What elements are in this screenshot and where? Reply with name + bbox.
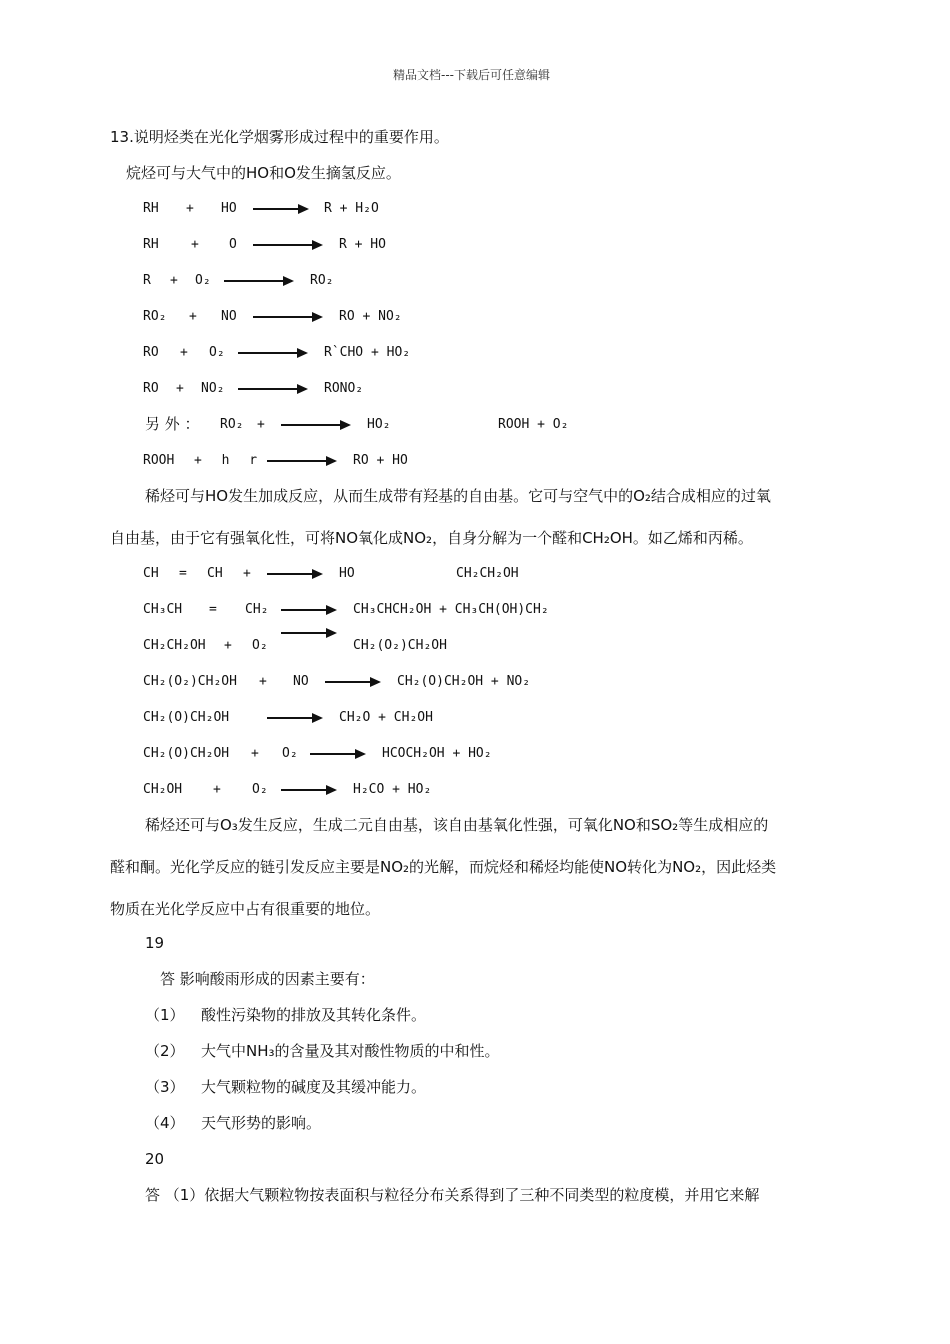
list-number: （3） [145, 1078, 185, 1096]
reaction-arrow [253, 208, 307, 210]
text-line: 稀烃可与HO发生加成反应，从而生成带有羟基的自由基。它可与空气中的O₂结合成相应的过氧 [145, 487, 771, 505]
label-additionally: 另 外 ： [145, 415, 200, 433]
product: RO + HO [353, 453, 408, 468]
plus-sign: + [191, 237, 199, 252]
list-number: （2） [145, 1042, 185, 1060]
plus-sign: + [243, 566, 251, 581]
product: RONO₂ [324, 381, 364, 396]
equals-sign: = [209, 602, 217, 617]
reactant: CH₃CH [143, 602, 183, 617]
reactant: R [143, 273, 151, 288]
product: CH₃CHCH₂OH + CH₃CH(OH)CH₂ [353, 602, 549, 617]
product: CH₂(O)CH₂OH + NO₂ [397, 674, 531, 689]
reactant: CH₂(O₂)CH₂OH [143, 674, 237, 689]
equals-sign: = [179, 566, 187, 581]
reactant: RH [143, 201, 159, 216]
reactant: RO [143, 381, 159, 396]
question-13-title: 13.说明烃类在光化学烟雾形成过程中的重要作用。 [110, 128, 449, 146]
reactant: RO [143, 345, 159, 360]
plus-sign: + [257, 417, 265, 432]
reaction-arrow [267, 460, 335, 462]
plus-sign: + [186, 201, 194, 216]
plus-sign: + [189, 309, 197, 324]
product: HO [339, 566, 355, 581]
text-line: 物质在光化学反应中占有很重要的地位。 [110, 900, 381, 918]
product: CH₂CH₂OH [456, 566, 519, 581]
text-line: 醛和酮。光化学反应的链引发反应主要是NO₂的光解，而烷烃和稀烃均能使NO转化为NO₂，因此烃类 [110, 858, 777, 876]
reaction-arrow [325, 681, 379, 683]
reactant: O₂ [209, 345, 225, 360]
question-20-answer: 答 （1）依据大气颗粒物按表面积与粒径分布关系得到了三种不同类型的粒度模，并用它来解 [145, 1186, 760, 1204]
reactant: O₂ [282, 746, 298, 761]
reactant: HO [221, 201, 237, 216]
reactant: CH [143, 566, 159, 581]
plus-sign: + [180, 345, 188, 360]
reaction-arrow [253, 316, 321, 318]
product: CH₂(O₂)CH₂OH [353, 638, 447, 653]
list-number: （1） [145, 1006, 185, 1024]
reactant: CH₂(O)CH₂OH [143, 746, 230, 761]
plus-sign: + [170, 273, 178, 288]
plus-sign: + [224, 638, 232, 653]
reactant: RH [143, 237, 159, 252]
reactant: ROOH [143, 453, 175, 468]
reactant: O [229, 237, 237, 252]
product: RO + NO₂ [339, 309, 402, 324]
product: R`CHO + HO₂ [324, 345, 411, 360]
product: R + HO [339, 237, 386, 252]
product: RO₂ [310, 273, 334, 288]
plus-sign: + [259, 674, 267, 689]
reaction-arrow [238, 388, 306, 390]
reactant: CH₂ [245, 602, 269, 617]
page-header: 精品文档---下载后可任意编辑 [393, 68, 550, 82]
plus-sign: + [251, 746, 259, 761]
reaction-arrow [253, 244, 321, 246]
reaction-arrow [224, 280, 292, 282]
reactant: CH₂CH₂OH [143, 638, 206, 653]
list-text: 酸性污染物的排放及其转化条件。 [201, 1006, 427, 1024]
reaction-arrow [310, 753, 364, 755]
reactant: NO [221, 309, 237, 324]
reaction-arrow [267, 717, 321, 719]
question-20-number: 20 [145, 1150, 165, 1168]
plus-sign: + [176, 381, 184, 396]
plus-sign: + h r [194, 453, 264, 468]
product: R + H₂O [324, 201, 379, 216]
question-19-number: 19 [145, 934, 165, 952]
reaction-arrow [267, 573, 321, 575]
product: ROOH + O₂ [498, 417, 569, 432]
product: CH₂O + CH₂OH [339, 710, 433, 725]
reactant: CH [207, 566, 223, 581]
reaction-arrow [281, 789, 335, 791]
reaction-arrow [281, 609, 335, 611]
text-line: 自由基，由于它有强氧化性，可将NO氧化成NO₂，自身分解为一个醛和CH₂OH。如乙烯和丙稀。 [110, 529, 753, 547]
list-number: （4） [145, 1114, 185, 1132]
reaction-arrow [281, 424, 349, 426]
reactant: NO₂ [201, 381, 225, 396]
reactant: CH₂OH [143, 782, 183, 797]
reactant: O₂ [195, 273, 211, 288]
question-19-answer: 答 影响酸雨形成的因素主要有： [160, 970, 375, 988]
reactant: O₂ [252, 782, 268, 797]
reactant: RO₂ [220, 417, 244, 432]
text-line: 稀烃还可与O₃发生反应，生成二元自由基，该自由基氧化性强，可氧化NO和SO₂等生成相应的 [145, 816, 769, 834]
product: HO₂ [367, 417, 391, 432]
list-text: 大气中NH₃的含量及其对酸性物质的中和性。 [201, 1042, 500, 1060]
product: H₂CO + HO₂ [353, 782, 432, 797]
product: HCOCH₂OH + HO₂ [382, 746, 492, 761]
reactant: CH₂(O)CH₂OH [143, 710, 230, 725]
reactant: O₂ [252, 638, 268, 653]
plus-sign: + [213, 782, 221, 797]
reactant: RO₂ [143, 309, 167, 324]
alkane-intro: 烷烃可与大气中的HO和O发生摘氢反应。 [126, 164, 401, 182]
reaction-arrow [281, 632, 335, 634]
reactant: NO [293, 674, 309, 689]
reaction-arrow [238, 352, 306, 354]
list-text: 天气形势的影响。 [201, 1114, 322, 1132]
list-text: 大气颗粒物的碱度及其缓冲能力。 [201, 1078, 427, 1096]
